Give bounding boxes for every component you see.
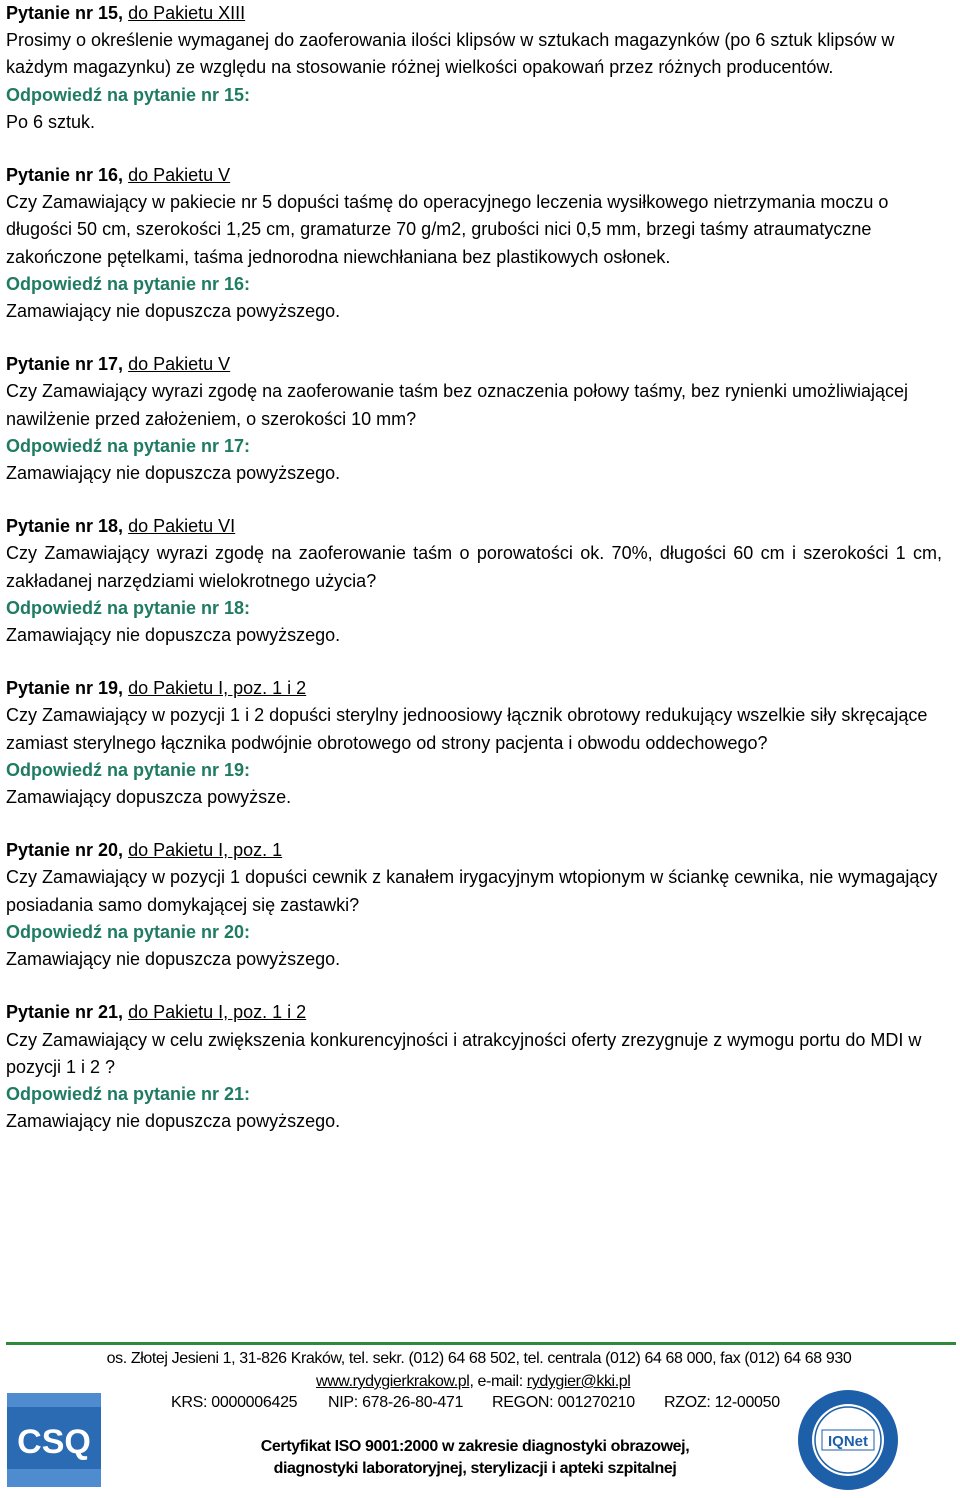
answer-label: Odpowiedź na pytanie nr 21:	[6, 1083, 251, 1104]
package-reference-link[interactable]: do Pakietu I, poz. 1 i 2	[128, 1002, 307, 1023]
answer-text: Zamawiający nie dopuszcza powyższego.	[6, 949, 341, 970]
package-reference-link[interactable]: do Pakietu I, poz. 1	[128, 840, 283, 861]
package-reference-link[interactable]: do Pakietu XIII	[128, 3, 246, 23]
question-text: Czy Zamawiający w celu zwiększenia konkurencyjności i atrakcyjności oferty zrezygnuje z wymogu portu do MDI w pozycji 1 i 2 ?	[6, 1029, 922, 1077]
certificate-note	[240, 1436, 710, 1480]
csq-logo-text: CSQ	[17, 1423, 91, 1461]
answer-text: Zamawiający nie dopuszcza powyższego.	[6, 625, 341, 646]
question-block	[6, 837, 942, 973]
question-text: Czy Zamawiający wyrazi zgodę na zaoferowanie taśm o porowatości ok. 70%, długości 60 cm i szerokości 1 cm, zakładanej narzędziami wielokrotnego użycia?	[6, 543, 942, 591]
question-text: Prosimy o określenie wymaganej do zaoferowania ilości klipsów w sztukach magazynków (po 6 sztuk klipsów w każdym magazynku) ze względu na stosowanie różnej wielkości opakowań przez różnych producentów.	[6, 30, 895, 78]
krs-number: KRS: 0000006425	[171, 1394, 298, 1411]
iqnet-logo-text: IQNet	[827, 1433, 869, 1450]
answer-label: Odpowiedź na pytanie nr 18:	[6, 597, 251, 618]
email-prefix: , e-mail:	[469, 1373, 527, 1390]
email-link[interactable]: rydygier@kki.pl	[526, 1373, 631, 1390]
certificate-line-2: diagnostyki laboratoryjnej, sterylizacji i apteki szpitalnej	[273, 1460, 677, 1477]
question-number: Pytanie nr 19,	[6, 678, 124, 699]
question-title	[6, 351, 942, 378]
question-block	[6, 675, 942, 811]
question-number: Pytanie nr 20,	[6, 840, 124, 861]
package-reference-link[interactable]: do Pakietu VI	[128, 516, 236, 537]
question-title	[6, 0, 942, 27]
answer-label: Odpowiedź na pytanie nr 19:	[6, 759, 251, 780]
question-number: Pytanie nr 21,	[6, 1002, 124, 1023]
footer-address: os. Złotej Jesieni 1, 31-826 Kraków, tel. sekr. (012) 64 68 502, tel. centrala (012) 64 68 000, fax (012) 64 68 930	[106, 1350, 852, 1367]
package-reference-link[interactable]: do Pakietu I, poz. 1 i 2	[128, 678, 307, 699]
answer-text: Zamawiający nie dopuszcza powyższego.	[6, 463, 341, 484]
question-block	[6, 513, 942, 649]
nip-number: NIP: 678-26-80-471	[328, 1394, 464, 1411]
website-link[interactable]: www.rydygierkrakow.pl	[316, 1373, 470, 1390]
question-number: Pytanie nr 18,	[6, 516, 124, 537]
question-title	[6, 675, 942, 702]
question-title	[6, 837, 942, 864]
footer-contacts	[316, 1373, 630, 1391]
answer-text: Zamawiający nie dopuszcza powyższego.	[6, 1111, 341, 1132]
answer-text: Po 6 sztuk.	[6, 111, 96, 132]
regon-number: REGON: 001270210	[492, 1394, 635, 1411]
question-block	[6, 0, 942, 136]
question-text: Czy Zamawiający w pakiecie nr 5 dopuści taśmę do operacyjnego leczenia wysiłkowego nietrzymania moczu o długości 50 cm, szerokości 1,25 cm, gramaturze 70 g/m2, grubości nici 0,5 mm, brzegi taśmy atraumatyczne zakończone pętelkami, taśma jednorodna niewchłaniana bez plastikowych osłonek.	[6, 192, 889, 267]
answer-text: Zamawiający nie dopuszcza powyższego.	[6, 301, 341, 322]
document-body	[6, 0, 942, 1161]
answer-label: Odpowiedź na pytanie nr 15:	[6, 84, 251, 105]
question-block	[6, 351, 942, 487]
iqnet-logo	[796, 1388, 900, 1492]
footer-rule	[6, 1342, 956, 1345]
question-text: Czy Zamawiający wyrazi zgodę na zaoferowanie taśm bez oznaczenia połowy taśmy, bez rynienki umożliwiającej nawilżenie przed założeniem, o szerokości 10 mm?	[6, 381, 909, 429]
package-reference-link[interactable]: do Pakietu V	[128, 165, 231, 186]
question-title	[6, 162, 942, 189]
question-block	[6, 999, 942, 1135]
question-title	[6, 513, 942, 540]
question-number: Pytanie nr 15,	[6, 3, 124, 23]
question-block	[6, 162, 942, 325]
question-text: Czy Zamawiający w pozycji 1 dopuści cewnik z kanałem irygacyjnym wtopionym w ściankę cewnika, nie wymagający posiadania samo domykającej się zastawki?	[6, 867, 938, 915]
rzoz-number: RZOZ: 12-00050	[664, 1394, 780, 1411]
answer-text: Zamawiający dopuszcza powyższe.	[6, 787, 292, 808]
answer-label: Odpowiedź na pytanie nr 16:	[6, 273, 251, 294]
answer-label: Odpowiedź na pytanie nr 17:	[6, 435, 251, 456]
page-footer	[0, 1340, 960, 1498]
certificate-line-1: Certyfikat ISO 9001:2000 w zakresie diagnostyki obrazowej,	[260, 1438, 690, 1455]
package-reference-link[interactable]: do Pakietu V	[128, 354, 231, 375]
question-number: Pytanie nr 16,	[6, 165, 124, 186]
question-number: Pytanie nr 17,	[6, 354, 124, 375]
question-title	[6, 999, 942, 1026]
question-text: Czy Zamawiający w pozycji 1 i 2 dopuści sterylny jednoosiowy łącznik obrotowy redukujący wszelkie siły skręcające zamiast sterylnego łącznika podwójnie obrotowego od strony pacjenta i obwodu oddechowego?	[6, 705, 928, 753]
csq-logo	[7, 1393, 101, 1487]
answer-label: Odpowiedź na pytanie nr 20:	[6, 921, 251, 942]
